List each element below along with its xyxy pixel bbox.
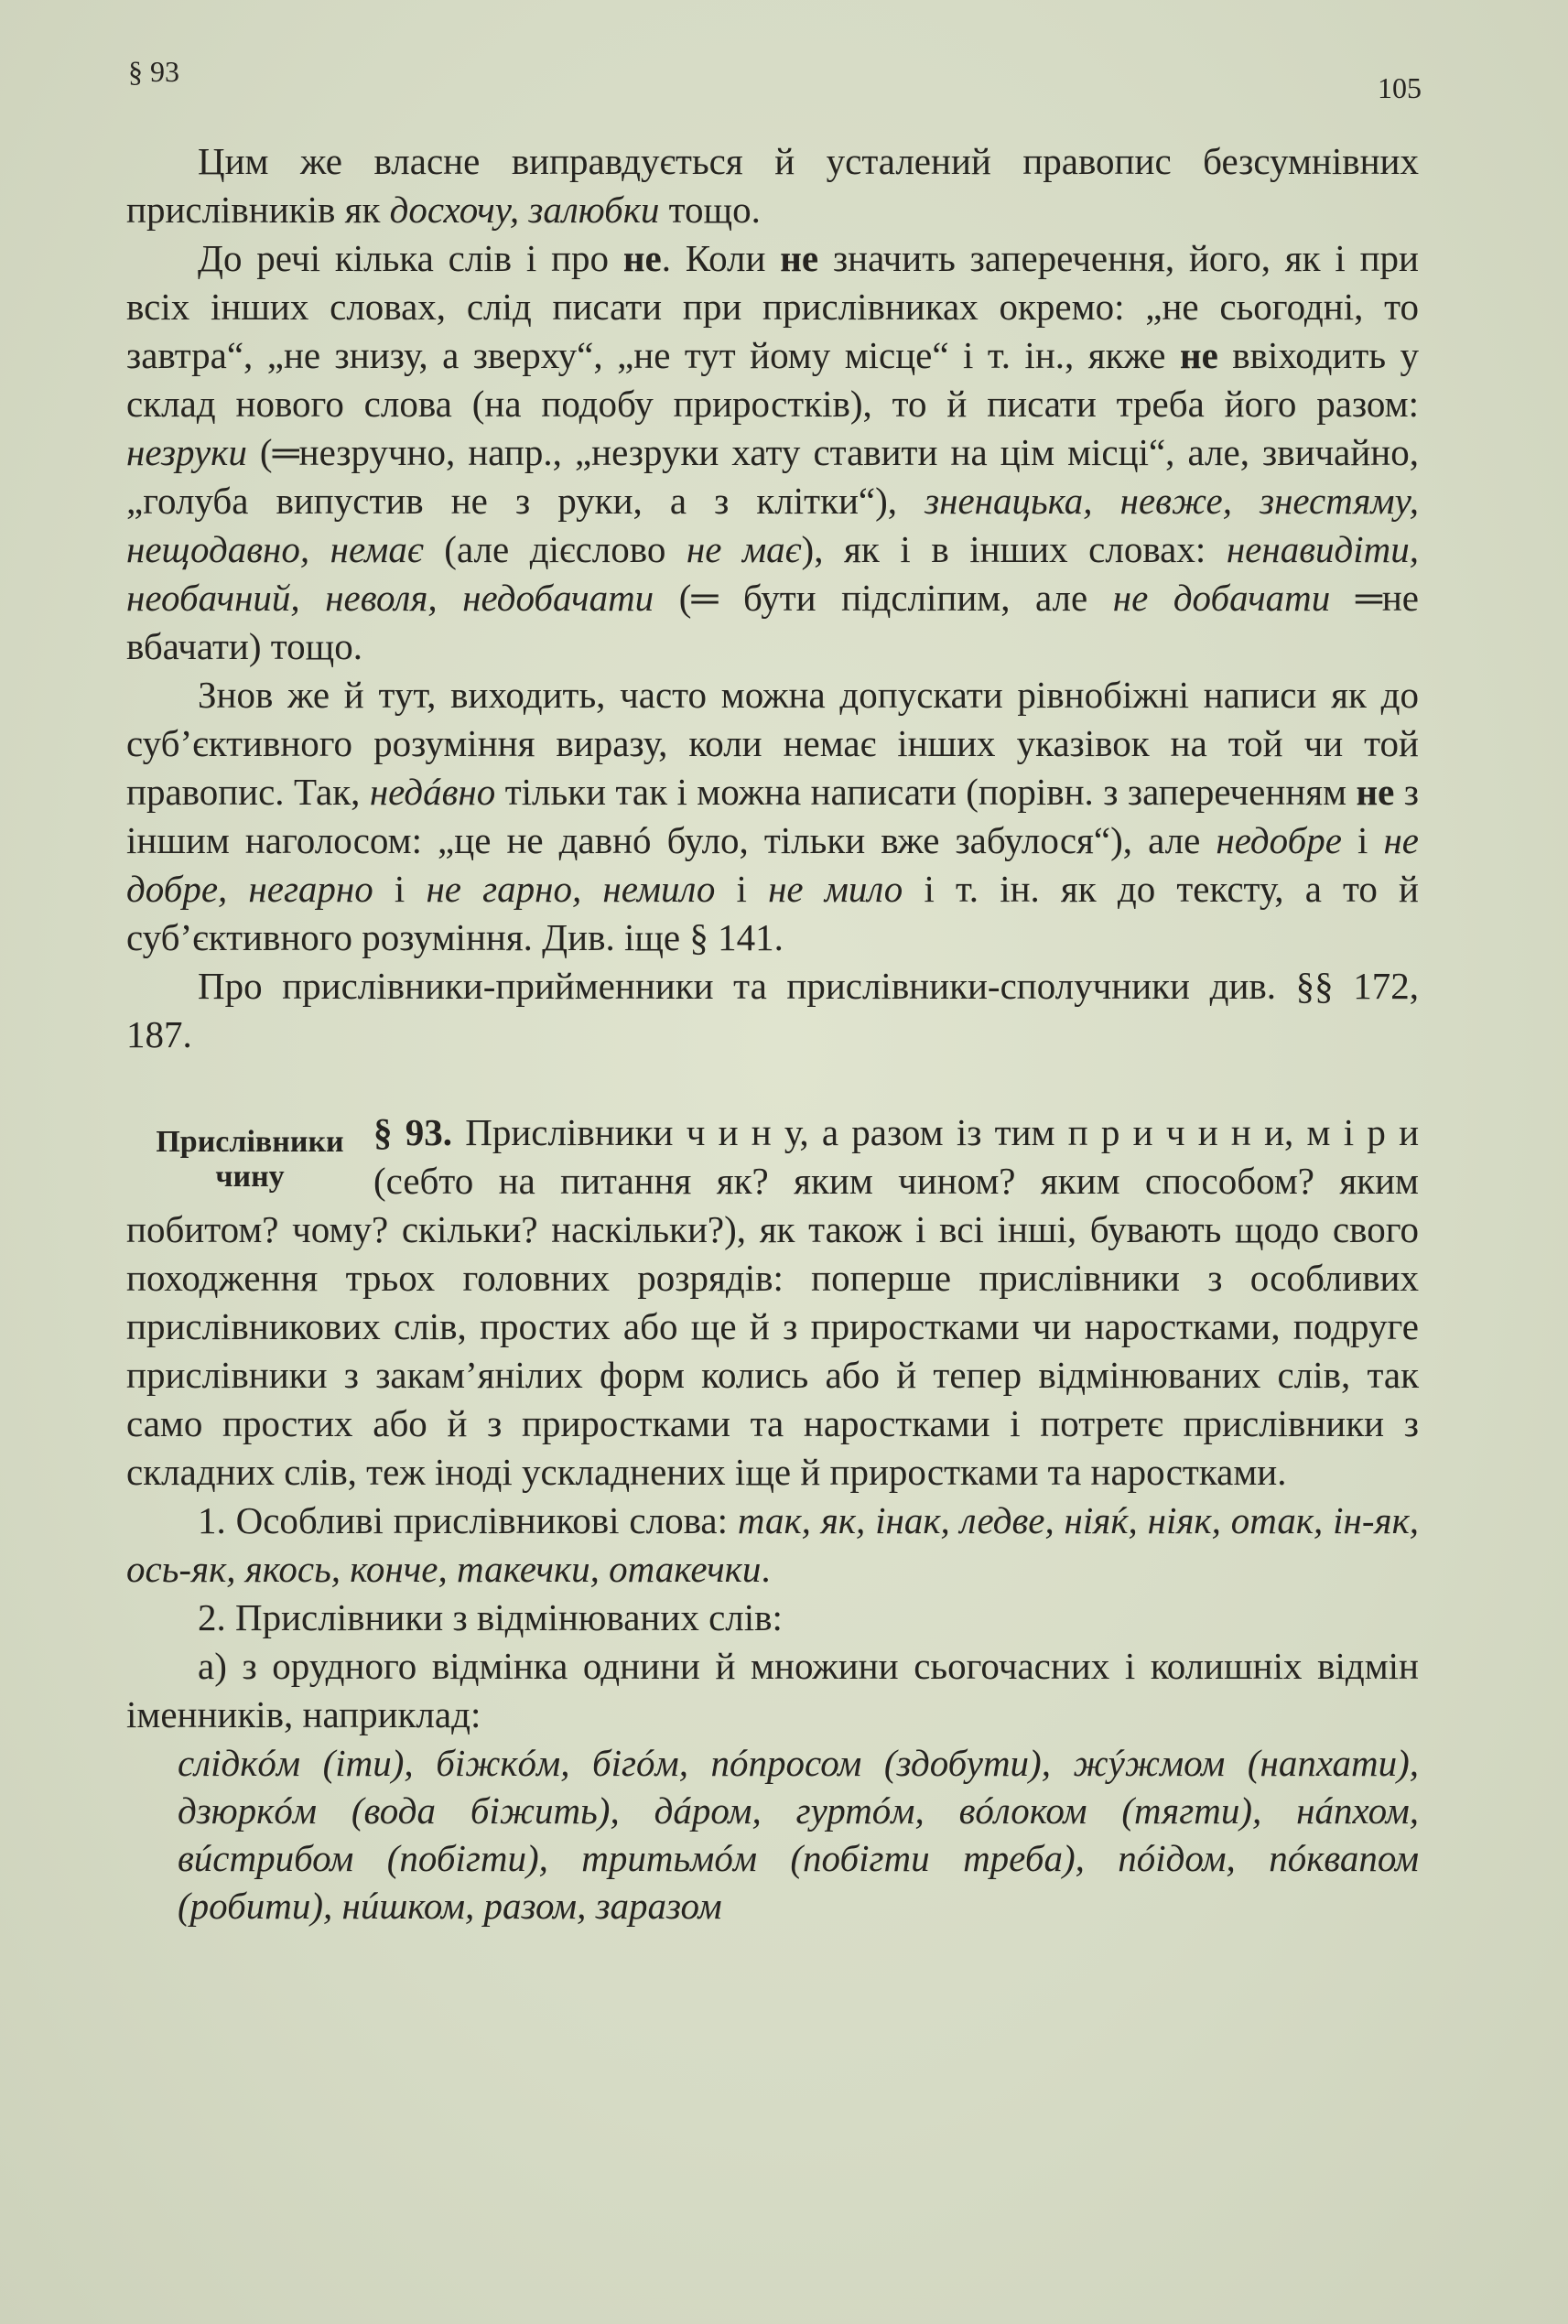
text-run: Знов же й тут, виходить, часто можна допускати рівнобіжні написи як до суб’єктивного розуміння виразу, коли немає інших указівок на той чи той правопис. Так, xyxy=(126,674,1419,813)
text-run: До речі кілька слів і про xyxy=(198,237,623,279)
text-run: , а разом із тим xyxy=(799,1111,1068,1153)
text-run: Цим же власне виправдується й усталений правопис безсумнівних прислівників як xyxy=(126,140,1419,231)
section-mark: § 93 xyxy=(128,55,179,88)
side-heading xyxy=(126,1125,373,1194)
text-run: ), як і в інших словах: xyxy=(801,528,1227,570)
text-run: і т. ін. як до тексту, а то й суб’єктивного розуміння. Див. іще § 141. xyxy=(126,868,1419,958)
paragraph-1 xyxy=(126,137,1419,234)
italic-term: зненацька, невже, знестяму, нещодавно, немає xyxy=(126,480,1419,570)
text-run: (але дієслово xyxy=(423,528,687,570)
text-run: . xyxy=(761,1548,771,1590)
italic-term: не гарно, немило xyxy=(426,868,716,910)
text-run: ═не вбачати) тощо. xyxy=(126,577,1420,667)
text-run: Про прислівники-прийменники та прислівники-сполучники див. §§ 172, 187. xyxy=(126,965,1419,1055)
paragraph-8 xyxy=(126,1642,1419,1739)
italic-term: не мило xyxy=(768,868,903,910)
text-run: і xyxy=(715,868,769,910)
section-93 xyxy=(126,1108,1419,1497)
italic-term: не має xyxy=(686,528,802,570)
text-run: 1. Особливі прислівникові слова: xyxy=(198,1499,738,1541)
paragraph-3 xyxy=(126,671,1419,962)
text-run: 2. Прислівники з відмінюваних слів: xyxy=(198,1596,783,1638)
italic-term: ненавидіти, необачний, неволя, недобачати xyxy=(126,528,1419,619)
paragraph-4 xyxy=(126,962,1419,1059)
italic-term: недáвно xyxy=(369,771,496,813)
paragraph-7 xyxy=(126,1594,1419,1642)
bold-term: не xyxy=(780,237,819,279)
examples-list: слідкóм (іти), біжкóм, бігóм, пóпросом (здобути), жýжмом (напхати), дзюркóм (вода біжить), дáром, гуртóм, вóлоком (тягти), нáпхом, вúстрибом (побігти), тритьмóм (побігти треба), пóідом, пóквапом (робити), нúшком, разом, заразом xyxy=(178,1742,1419,1927)
body-text xyxy=(126,137,1419,1929)
italic-term: не добачати xyxy=(1112,577,1331,619)
text-run: . Коли xyxy=(661,237,781,279)
page-number: 105 xyxy=(1378,71,1422,104)
text-run: (═незручно, напр., „незруки хату ставити на цім місці“, але, звичайно, „голуба випустив не з руки, а з клітки“), xyxy=(126,431,1419,522)
spaced-term: п р и ч и н и, м і р и xyxy=(1067,1111,1420,1153)
side-heading-line-2: чину xyxy=(215,1160,285,1194)
text-run: ввіходить у склад нового слова (на подобу приростків), то й писати треба його разом: xyxy=(126,334,1419,425)
paragraph-2 xyxy=(126,234,1419,671)
italic-term: незруки xyxy=(126,431,247,473)
italic-term: досхочу, залюбки xyxy=(389,189,660,231)
italic-term: так, як, інак, ледве, ніяќ, ніяк, отак, ін-як, ось-як, якось, конче, такечки, отакечки xyxy=(126,1499,1420,1590)
text-run: з іншим наголосом: „це не давнó було, тільки вже забулося“), але xyxy=(126,771,1419,861)
italic-term: не добре, негарно xyxy=(126,819,1419,910)
bold-term: § 93. xyxy=(373,1111,452,1153)
text-run: (═ бути підсліпим, але xyxy=(654,577,1113,619)
italic-term: недобре xyxy=(1216,819,1342,861)
text-run: а) з орудного відмінка однини й множини сьогочасних і колишніх відмін іменників, наприклад: xyxy=(126,1645,1419,1735)
text-run: і xyxy=(1341,819,1384,861)
text-run: тільки так і можна написати (порівн. з запереченням xyxy=(495,771,1357,813)
text-run: Прислівники xyxy=(452,1111,687,1153)
text-run: і xyxy=(373,868,427,910)
running-head xyxy=(128,55,1422,110)
bold-term: не xyxy=(622,237,662,279)
section-gap xyxy=(126,1059,1419,1108)
side-heading-line-1: Прислівники xyxy=(156,1125,344,1159)
text-run: значить заперечення, його, як і при всіх інших словах, слід писати при прислівниках окремо: „не сьогодні, то завтра“, „не знизу, а зверху“, „не тут йому місце“ і т. ін., якже xyxy=(126,237,1419,376)
paragraph-6 xyxy=(126,1497,1419,1594)
bold-term: не xyxy=(1356,771,1395,813)
text-run: (себто на питання як? яким чином? яким способом? яким побитом? чому? скільки? наскільки?), як також і всі інші, бувають щодо свого походження трьох головних розрядів: поперше прислівники з особливих прислівникових слів, простих або ще й з приростками чи наростками, подруге прислівники з закам’янілих форм колись або й тепер відмінюваних слів, так само простих або й з приростками та наростками і потретє прислівники з складних слів, теж іноді ускладнених іще й приростками та наростками. xyxy=(126,1160,1419,1493)
spaced-term: ч и н у xyxy=(686,1111,800,1153)
text-run: тощо. xyxy=(659,189,761,231)
bold-term: не xyxy=(1179,334,1218,376)
